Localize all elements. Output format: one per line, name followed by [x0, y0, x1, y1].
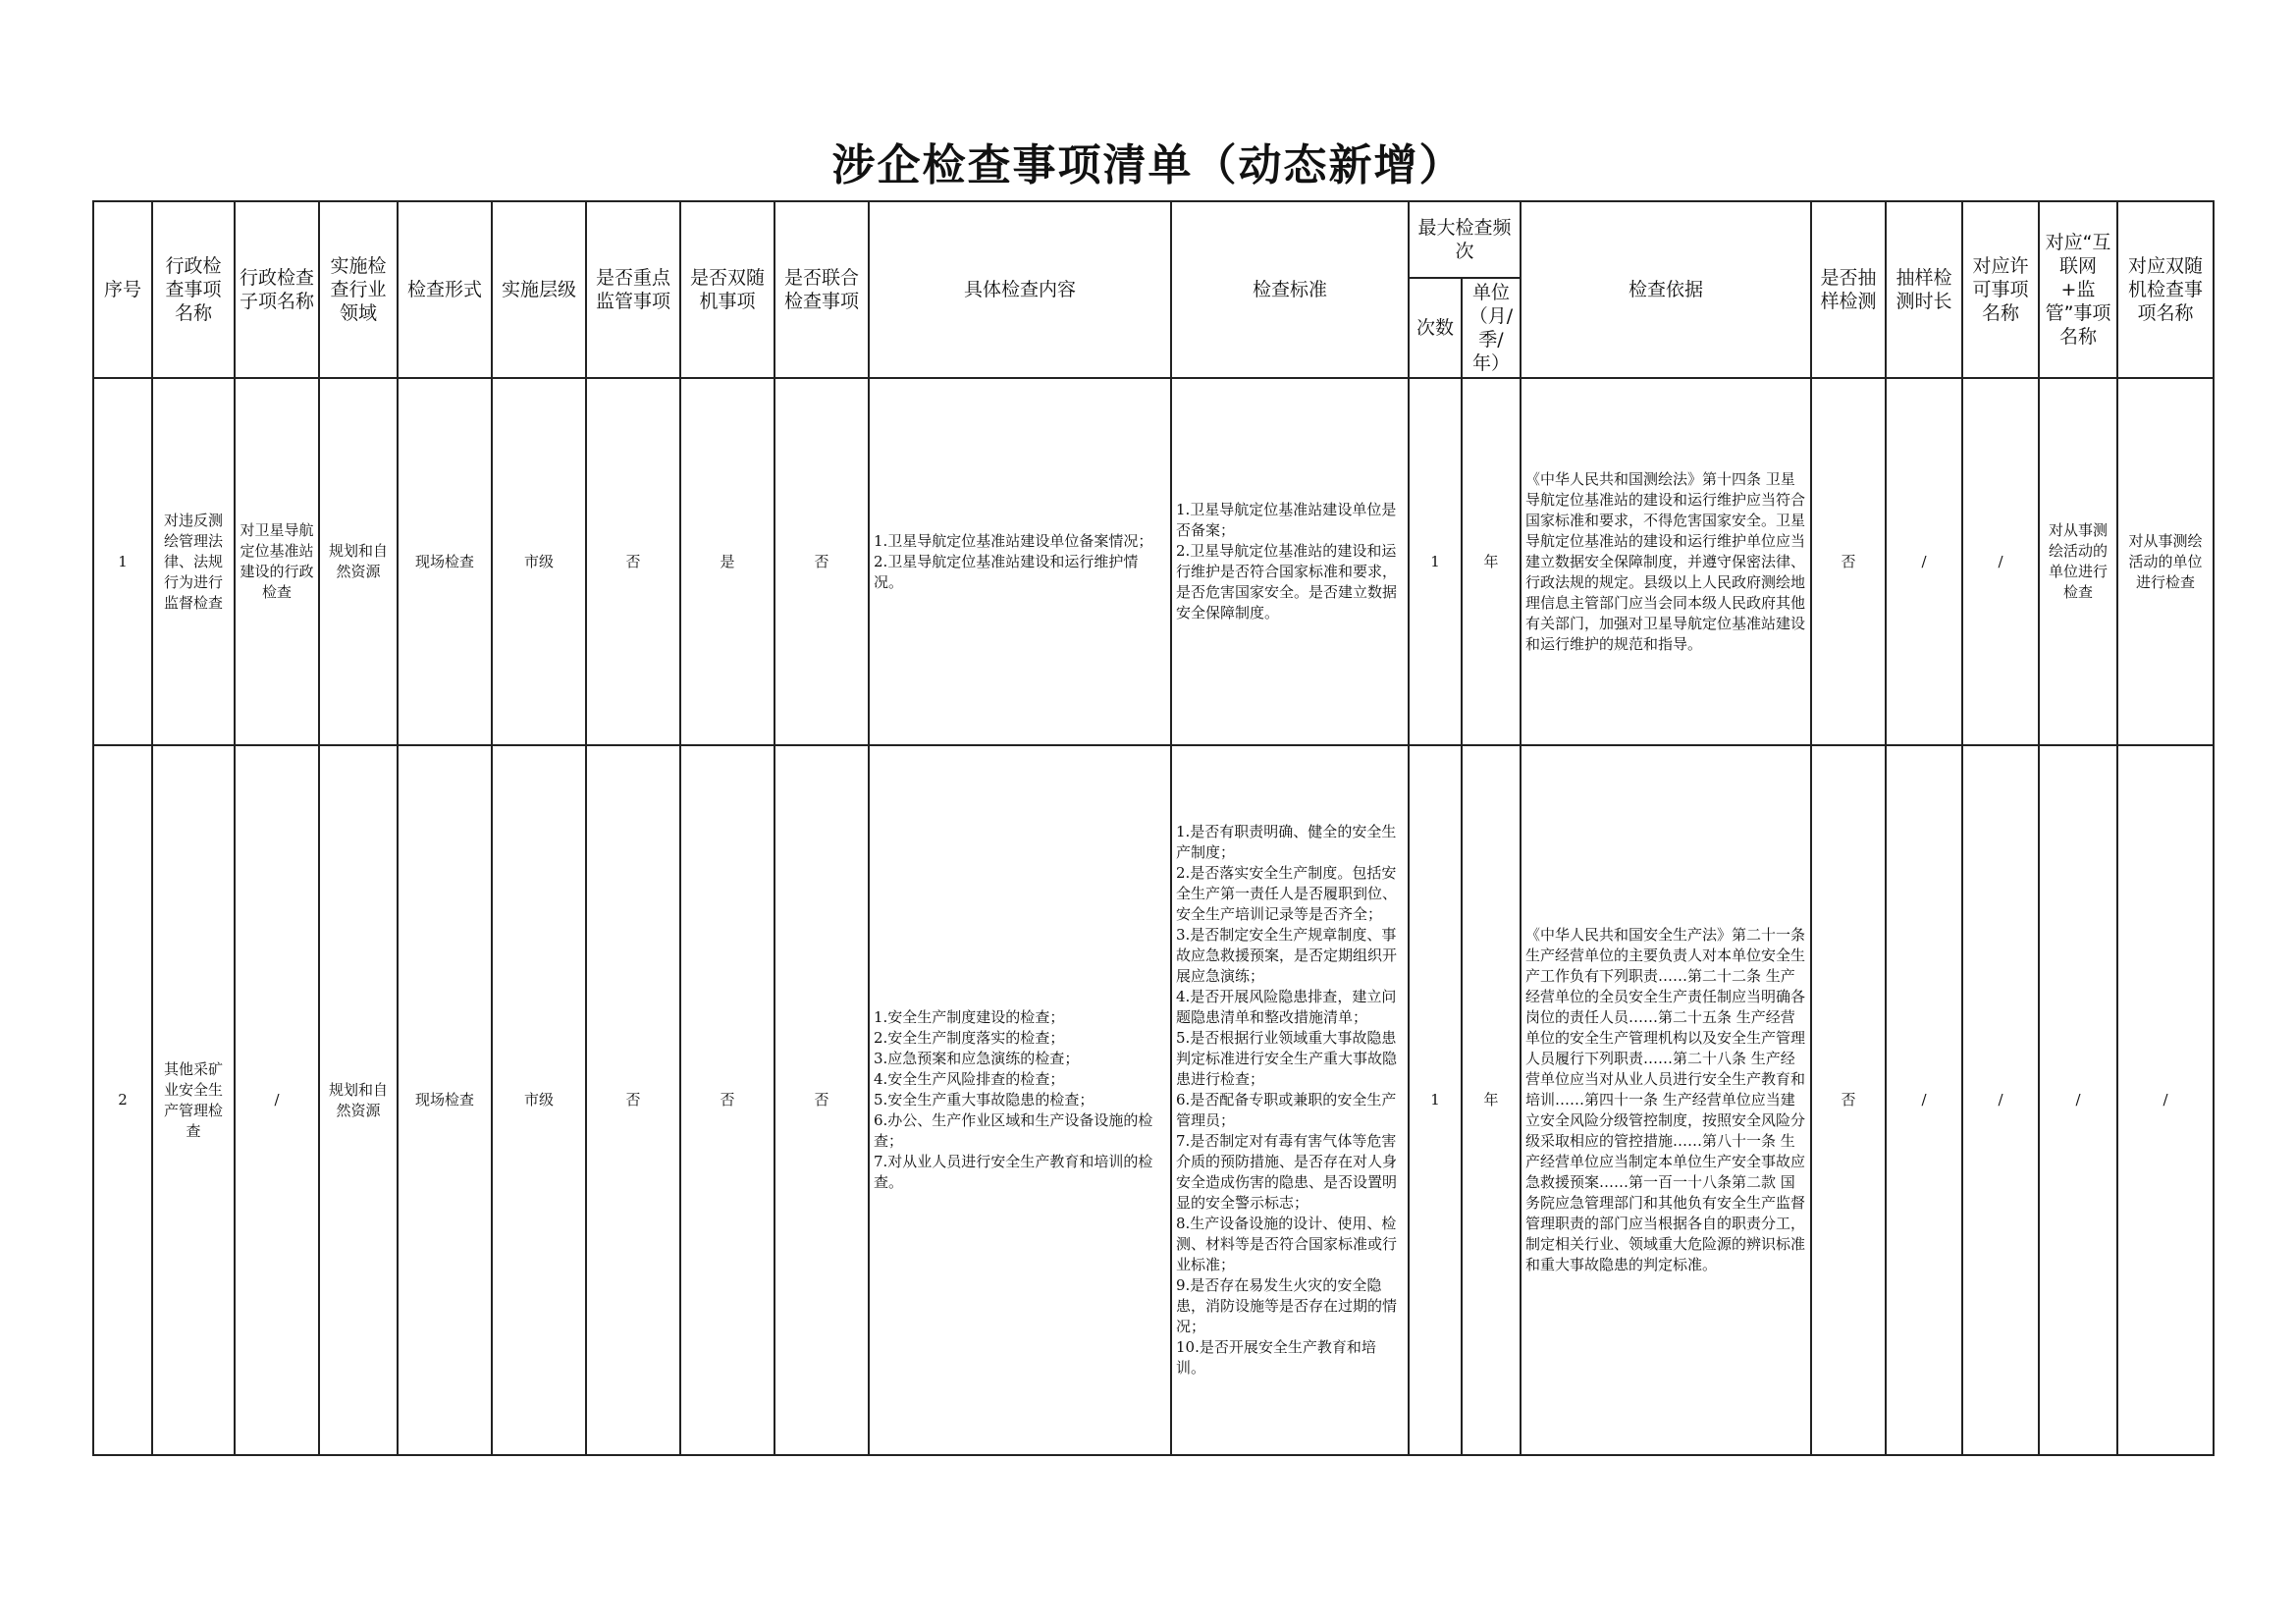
cell-standard: 1.卫星导航定位基准站建设单位是否备案； 2.卫星导航定位基准站的建设和运行维护是否符合国家标准和要求，是否危害国家安全。是否建立数据安全保障制度。	[1171, 378, 1409, 745]
cell-standard: 1.是否有职责明确、健全的安全生产制度； 2.是否落实安全生产制度。包括安全生产第一责任人是否履职到位、安全生产培训记录等是否齐全； 3.是否制定安全生产规章制度、事故应急救援预案，是否定期组织开展应急演练； 4.是否开展风险隐患排查，建立问题隐患清单和整改措施清单； 5.是否根据行业领域重大事故隐患判定标准进行安全生产重大事故隐患进行检查； 6.是否配备专职或兼职的安全生产管理员； 7.是否制定对有毒有害气体等危害介质的预防措施、是否存在对人身安全造成伤害的隐患、是否设置明显的安全警示标志； 8.生产设备设施的设计、使用、检测、材料等是否符合国家标准或行业标准； 9.是否存在易发生火灾的安全隐患，消防设施等是否存在过期的情况； 10.是否开展安全生产教育和培训。	[1171, 745, 1409, 1455]
header-joint: 是否联合检查事项	[774, 201, 869, 378]
cell-times: 1	[1409, 745, 1462, 1455]
cell-random-item: /	[2117, 745, 2214, 1455]
header-random-item: 对应双随机检查事项名称	[2117, 201, 2214, 378]
header-level: 实施层级	[492, 201, 586, 378]
cell-key-supervision: 否	[586, 745, 680, 1455]
cell-seq: 1	[93, 378, 152, 745]
header-double-random: 是否双随机事项	[680, 201, 774, 378]
cell-sampling-duration: /	[1886, 378, 1962, 745]
header-internet: 对应“互联网+监管”事项名称	[2039, 201, 2117, 378]
cell-internet: 对从事测绘活动的单位进行检查	[2039, 378, 2117, 745]
cell-sampling-duration: /	[1886, 745, 1962, 1455]
cell-double-random: 是	[680, 378, 774, 745]
cell-internet: /	[2039, 745, 2117, 1455]
inspection-table	[92, 200, 2215, 1456]
cell-license: /	[1962, 745, 2039, 1455]
header-max-freq: 最大检查频次	[1409, 201, 1521, 278]
cell-sampling: 否	[1811, 745, 1886, 1455]
cell-form: 现场检查	[398, 378, 492, 745]
table-row	[93, 745, 2214, 1455]
header-standard: 检查标准	[1171, 201, 1409, 378]
cell-item-name: 其他采矿业安全生产管理检查	[152, 745, 235, 1455]
header-sub-item: 行政检查子项名称	[235, 201, 319, 378]
cell-content: 1.安全生产制度建设的检查； 2.安全生产制度落实的检查； 3.应急预案和应急演练的检查； 4.安全生产风险排查的检查； 5.安全生产重大事故隐患的检查； 6.办公、生产作业区域和生产设备设施的检查； 7.对从业人员进行安全生产教育和培训的检查。	[869, 745, 1171, 1455]
cell-seq: 2	[93, 745, 152, 1455]
cell-joint: 否	[774, 745, 869, 1455]
header-domain: 实施检查行业领域	[319, 201, 398, 378]
cell-domain: 规划和自然资源	[319, 378, 398, 745]
cell-unit: 年	[1462, 378, 1521, 745]
cell-times: 1	[1409, 378, 1462, 745]
cell-form: 现场检查	[398, 745, 492, 1455]
header-times: 次数	[1409, 278, 1462, 378]
header-unit: 单位（月/季/年）	[1462, 278, 1521, 378]
cell-sampling: 否	[1811, 378, 1886, 745]
header-form: 检查形式	[398, 201, 492, 378]
header-sampling-duration: 抽样检测时长	[1886, 201, 1962, 378]
cell-level: 市级	[492, 378, 586, 745]
header-license: 对应许可事项名称	[1962, 201, 2039, 378]
header-basis: 检查依据	[1521, 201, 1811, 378]
cell-unit: 年	[1462, 745, 1521, 1455]
cell-basis: 《中华人民共和国测绘法》第十四条 卫星导航定位基准站的建设和运行维护应当符合国家标准和要求，不得危害国家安全。卫星导航定位基准站的建设和运行维护单位应当建立数据安全保障制度，并遵守保密法律、行政法规的规定。县级以上人民政府测绘地理信息主管部门应当会同本级人民政府其他有关部门，加强对卫星导航定位基准站建设和运行维护的规范和指导。	[1521, 378, 1811, 745]
header-seq: 序号	[93, 201, 152, 378]
cell-content: 1.卫星导航定位基准站建设单位备案情况； 2.卫星导航定位基准站建设和运行维护情况。	[869, 378, 1171, 745]
table-row	[93, 378, 2214, 745]
cell-basis: 《中华人民共和国安全生产法》第二十一条 生产经营单位的主要负责人对本单位安全生产工作负有下列职责……第二十二条 生产经营单位的全员安全生产责任制应当明确各岗位的责任人员……第二十五条 生产经营单位的安全生产管理机构以及安全生产管理人员履行下列职责……第二十八条 生产经营单位应当对从业人员进行安全生产教育和培训……第四十一条 生产经营单位应当建立安全风险分级管控制度，按照安全风险分级采取相应的管控措施……第八十一条 生产经营单位应当制定本单位生产安全事故应急救援预案……第一百一十八条第二款 国务院应急管理部门和其他负有安全生产监督管理职责的部门应当根据各自的职责分工，制定相关行业、领域重大危险源的辨识标准和重大事故隐患的判定标准。	[1521, 745, 1811, 1455]
cell-sub-item: /	[235, 745, 319, 1455]
cell-sub-item: 对卫星导航定位基准站建设的行政检查	[235, 378, 319, 745]
header-item-name: 行政检查事项名称	[152, 201, 235, 378]
header-content: 具体检查内容	[869, 201, 1171, 378]
cell-joint: 否	[774, 378, 869, 745]
cell-key-supervision: 否	[586, 378, 680, 745]
cell-license: /	[1962, 378, 2039, 745]
cell-random-item: 对从事测绘活动的单位进行检查	[2117, 378, 2214, 745]
cell-domain: 规划和自然资源	[319, 745, 398, 1455]
cell-double-random: 否	[680, 745, 774, 1455]
header-sampling: 是否抽样检测	[1811, 201, 1886, 378]
cell-level: 市级	[492, 745, 586, 1455]
header-row	[93, 201, 2214, 278]
cell-item-name: 对违反测绘管理法律、法规行为进行监督检查	[152, 378, 235, 745]
header-key-supervision: 是否重点监管事项	[586, 201, 680, 378]
page-title: 涉企检查事项清单（动态新增）	[831, 140, 1465, 190]
